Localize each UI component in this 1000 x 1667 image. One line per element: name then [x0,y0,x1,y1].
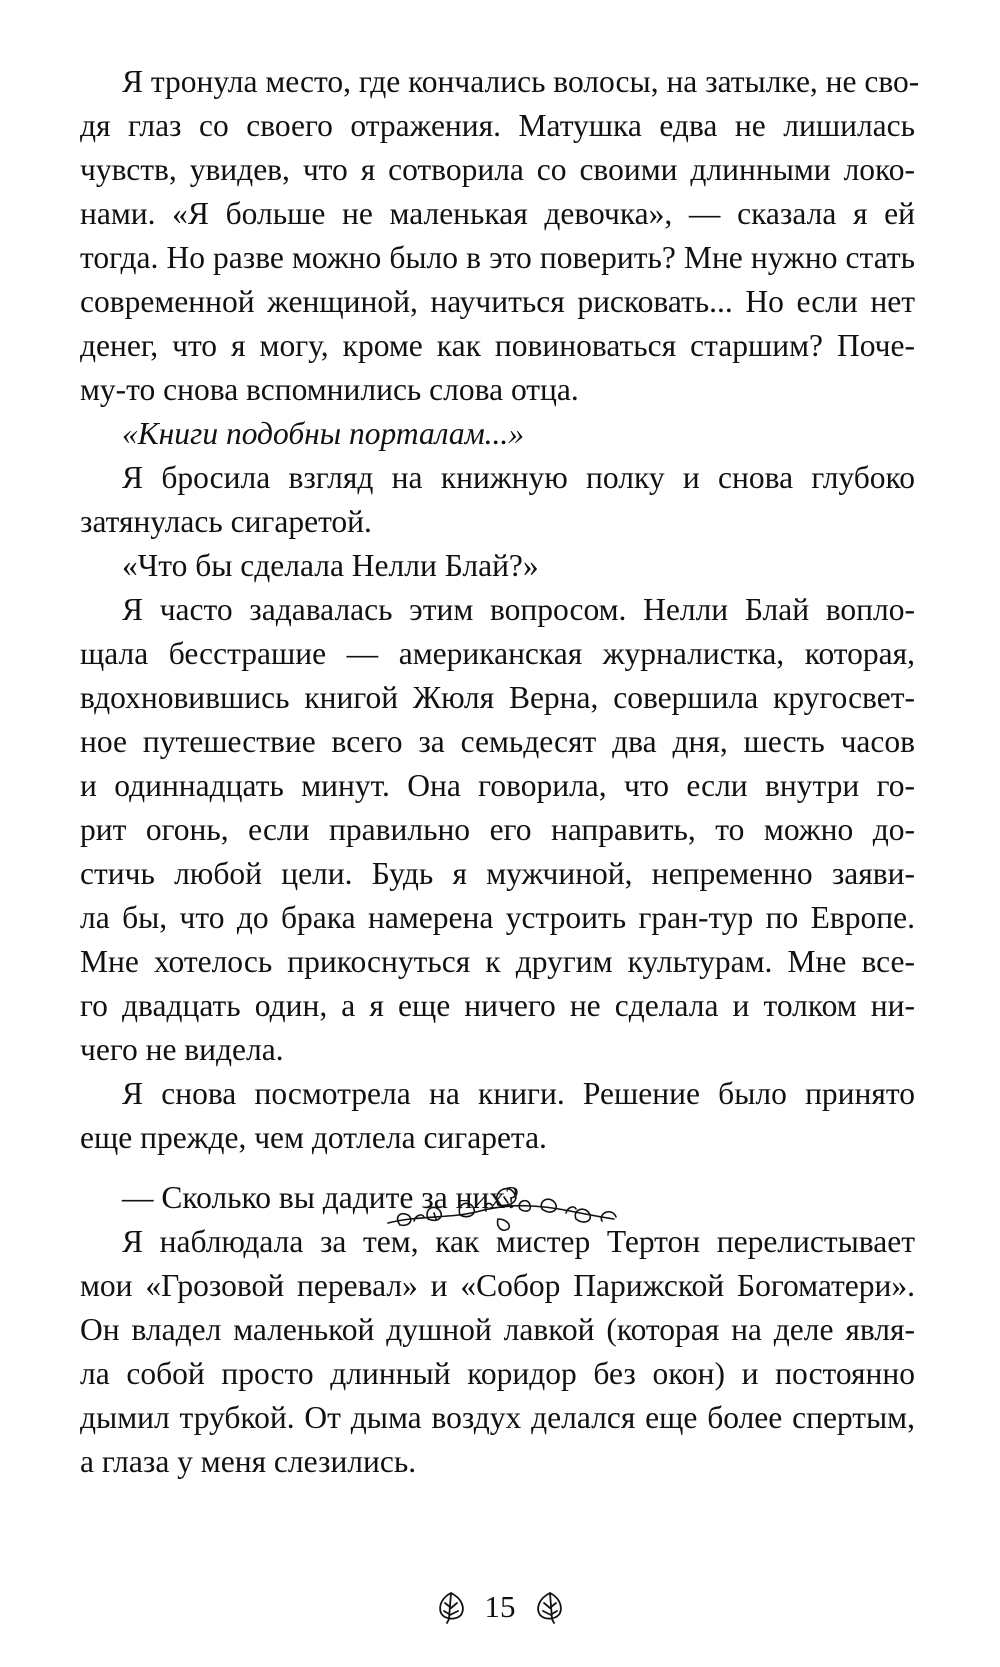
leaf-icon [435,1589,467,1625]
text-line: му-то снова вспомнились слова отца. [80,372,579,407]
text-line: ное путешествие всего за семьдесят два дня, шесть часов [80,724,915,759]
page-number: 15 [484,1589,516,1624]
text-line: щала бесстрашие — американская журналистка, которая, [80,636,915,671]
text-line: Я снова посмотрела на книги. Решение было принято [122,1076,915,1111]
text-line: ла бы, что до брака намерена устроить гран-тур по Европе. [80,900,915,935]
page-footer [0,1582,1000,1632]
text-line: Я бросила взгляд на книжную полку и снова глубоко [122,460,915,495]
text-line: тогда. Но разве можно было в это поверить? Мне нужно стать [80,240,915,275]
text-line: затянулась сигаретой. [80,504,372,539]
text-line: современной женщиной, научиться рисковать... Но если нет [80,284,915,319]
text-line: Я наблюдала за тем, как мистер Тертон перелистывает [122,1224,915,1259]
text-line: ла собой просто длинный коридор без окон) и постоянно [80,1356,915,1391]
italic-quote-line: «Книги подобны порталам...» [122,416,525,451]
text-line: Он владел маленькой душной лавкой (которая на деле явля- [80,1312,915,1347]
text-line: чего не видела. [80,1032,284,1067]
text-line: дя глаз со своего отражения. Матушка едва не лишилась [80,108,915,143]
text-line: го двадцать один, а я еще ничего не сделала и толком ни- [80,988,915,1023]
text-line: нами. «Я больше не маленькая девочка», — сказала я ей [80,196,915,231]
text-line: стичь любой цели. Будь я мужчиной, непременно заяви- [80,856,915,891]
text-line: Я тронула место, где кончались волосы, на затылке, не сво- [122,64,920,99]
text-line: денег, что я могу, кроме как повиноваться старшим? Поче- [80,328,915,363]
text-line: рит огонь, если правильно его направить, то можно до- [80,812,915,847]
text-line: Я часто задавалась этим вопросом. Нелли Блай вопло- [122,592,915,627]
text-line: мои «Грозовой перевал» и «Собор Парижской Богоматери». [80,1268,915,1303]
text-line: чувств, увидев, что я сотворила со своими длинными локо- [80,152,915,187]
text-line: еще прежде, чем дотлела сигарета. [80,1120,547,1155]
text-line: вдохновившись книгой Жюля Верна, совершила кругосвет- [80,680,915,715]
text-line: а глаза у меня слезились. [80,1444,417,1479]
text-line: «Что бы сделала Нелли Блай?» [122,548,539,583]
text-line: Мне хотелось прикоснуться к другим культурам. Мне все- [80,944,915,979]
text-line: и одиннадцать минут. Она говорила, что если внутри го- [80,768,915,803]
text-line: — Сколько вы дадите за них? [122,1180,520,1215]
text-section-1 [80,60,920,1160]
text-line: дымил трубкой. От дыма воздух делался еще более спертым, [80,1400,915,1435]
leaf-icon [534,1589,566,1625]
text-section-2 [80,1176,915,1484]
